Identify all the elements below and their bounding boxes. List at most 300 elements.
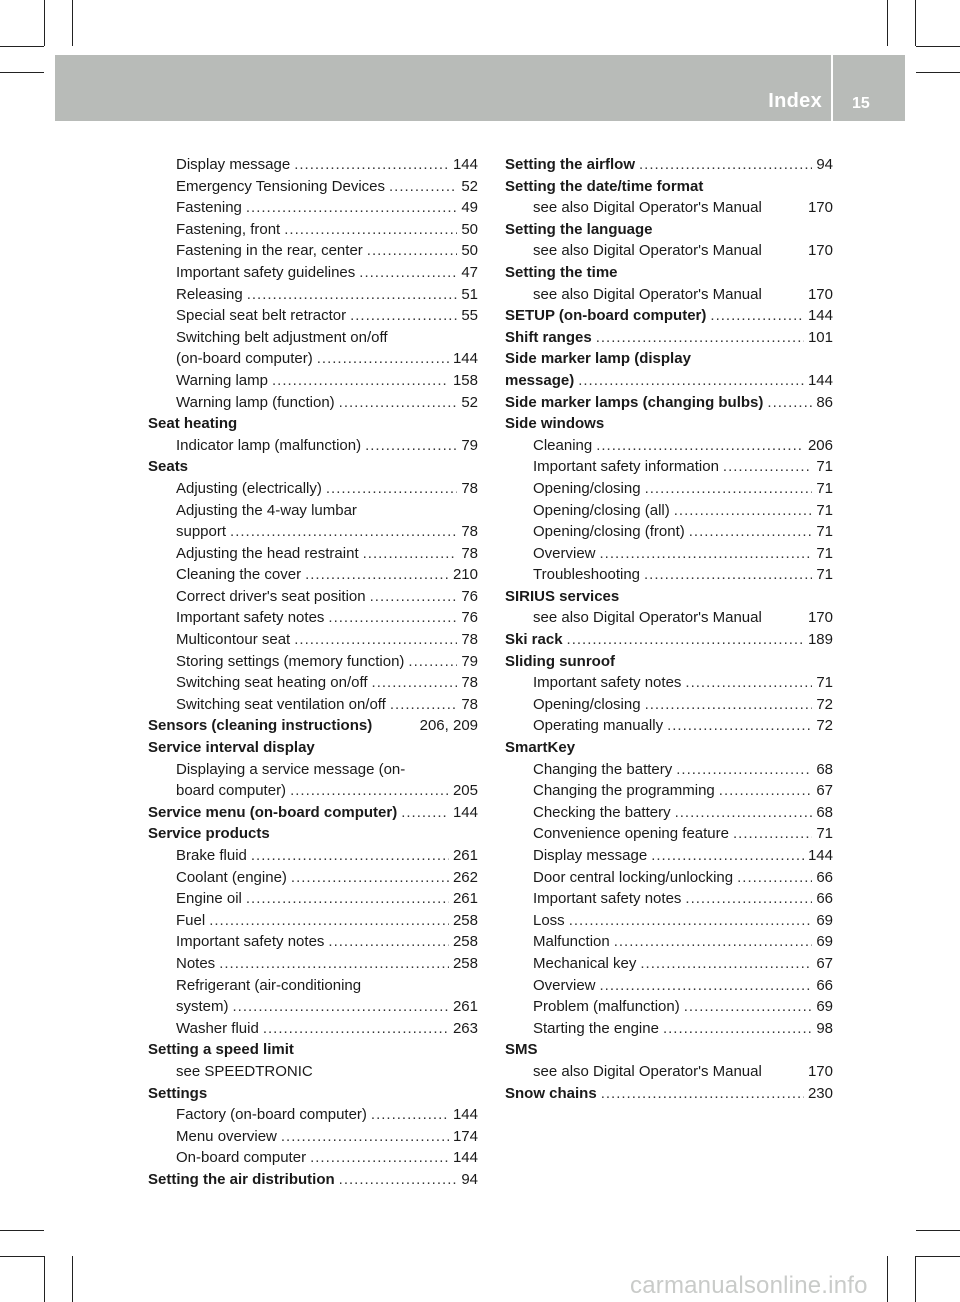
entry-label: Brake fluid bbox=[176, 847, 247, 864]
section-title: Index bbox=[768, 90, 822, 112]
index-subentry[interactable] bbox=[148, 262, 478, 284]
entry-label: Cleaning the cover bbox=[176, 566, 302, 584]
entry-page-ref[interactable]: 78 bbox=[461, 674, 478, 692]
dot-leader bbox=[359, 262, 457, 284]
entry-page-ref[interactable]: 261 bbox=[452, 890, 478, 908]
index-subentry[interactable] bbox=[505, 500, 833, 522]
entry-label: SIRIUS services bbox=[505, 587, 620, 605]
dot-leader bbox=[569, 910, 813, 932]
dot-leader bbox=[294, 154, 449, 176]
entry-label: Switching seat ventilation on/off bbox=[176, 695, 386, 713]
index-subentry[interactable] bbox=[148, 910, 478, 932]
entry-page-ref[interactable]: 71 bbox=[816, 479, 833, 497]
entry-label: Problem (malfunction) bbox=[533, 998, 680, 1016]
entry-label: Overview bbox=[533, 544, 596, 562]
entry-label: Setting a speed limit bbox=[148, 1041, 294, 1059]
entry-page-ref[interactable]: 230 bbox=[807, 1084, 833, 1102]
index-entry[interactable] bbox=[505, 392, 833, 414]
entry-page-ref[interactable]: 71 bbox=[816, 674, 833, 692]
entry-page-ref[interactable]: 68 bbox=[816, 803, 833, 821]
entry-label: Adjusting the 4-way lumbar bbox=[176, 501, 357, 519]
entry-page-ref[interactable]: 66 bbox=[816, 890, 833, 908]
index-entry bbox=[505, 348, 833, 370]
entry-label: Service products bbox=[148, 825, 270, 843]
dot-leader bbox=[246, 888, 449, 910]
entry-page-ref[interactable]: 262 bbox=[452, 868, 478, 886]
entry-page-ref[interactable]: 98 bbox=[816, 1019, 833, 1037]
dot-leader bbox=[685, 888, 812, 910]
entry-label: SmartKey bbox=[505, 739, 576, 757]
dot-leader bbox=[233, 996, 449, 1018]
entry-page-ref[interactable]: 50 bbox=[461, 220, 478, 238]
entry-label: SETUP (on-board computer) bbox=[505, 307, 707, 325]
index-subentry[interactable] bbox=[148, 154, 478, 176]
entry-page-ref[interactable]: 78 bbox=[461, 631, 478, 649]
dot-leader bbox=[246, 197, 457, 219]
index-entry bbox=[505, 586, 833, 608]
crop-mark bbox=[0, 1256, 44, 1257]
entry-page-ref[interactable]: 68 bbox=[816, 760, 833, 778]
dot-leader bbox=[209, 910, 449, 932]
entry-page-ref[interactable]: 51 bbox=[461, 285, 478, 303]
entry-page-ref[interactable]: 72 bbox=[816, 695, 833, 713]
entry-label: Menu overview bbox=[176, 1127, 277, 1145]
entry-label: Troubleshooting bbox=[533, 566, 641, 584]
entry-page-ref[interactable]: 210 bbox=[452, 566, 478, 584]
index-subentry[interactable] bbox=[148, 845, 478, 867]
entry-page-ref[interactable]: 258 bbox=[452, 911, 478, 929]
index-subentry[interactable] bbox=[505, 607, 833, 629]
index-subentry[interactable] bbox=[505, 1061, 833, 1083]
entry-page-ref[interactable]: 69 bbox=[816, 911, 833, 929]
index-subentry[interactable] bbox=[148, 240, 478, 262]
index-entry bbox=[505, 737, 833, 759]
index-subentry[interactable] bbox=[148, 607, 478, 629]
entry-page-ref[interactable]: 263 bbox=[452, 1019, 478, 1037]
crop-mark bbox=[915, 1256, 916, 1302]
index-subentry[interactable] bbox=[148, 1018, 478, 1040]
dot-leader bbox=[733, 823, 812, 845]
dot-leader bbox=[596, 327, 804, 349]
dot-leader bbox=[644, 564, 812, 586]
dot-leader bbox=[651, 845, 804, 867]
entry-label: see also Digital Operator's Manual bbox=[533, 242, 762, 260]
entry-label: (on-board computer) bbox=[176, 350, 313, 368]
dot-leader bbox=[600, 543, 813, 565]
index-subentry bbox=[148, 500, 478, 522]
entry-page-ref[interactable]: 144 bbox=[807, 847, 833, 864]
entry-page-ref[interactable]: 205 bbox=[452, 782, 478, 800]
index-subentry[interactable] bbox=[505, 867, 833, 889]
dot-leader bbox=[328, 931, 449, 953]
index-entry[interactable] bbox=[505, 305, 833, 327]
entry-page-ref[interactable]: 94 bbox=[816, 156, 833, 173]
index-subentry[interactable] bbox=[148, 284, 478, 306]
entry-page-ref[interactable]: 50 bbox=[461, 242, 478, 260]
dot-leader bbox=[339, 392, 458, 414]
entry-page-ref[interactable]: 101 bbox=[807, 328, 833, 346]
entry-page-ref[interactable]: 206, 209 bbox=[419, 717, 478, 735]
index-subentry[interactable] bbox=[148, 305, 478, 327]
entry-page-ref[interactable]: 66 bbox=[816, 868, 833, 886]
dot-leader bbox=[339, 1169, 458, 1191]
entry-label: Indicator lamp (malfunction) bbox=[176, 436, 362, 454]
entry-label: Fuel bbox=[176, 911, 206, 929]
index-subentry bbox=[148, 975, 478, 997]
index-subentry[interactable] bbox=[505, 910, 833, 932]
index-subentry[interactable] bbox=[148, 392, 478, 414]
index-subentry[interactable] bbox=[148, 564, 478, 586]
index-subentry[interactable] bbox=[505, 564, 833, 586]
index-subentry[interactable] bbox=[505, 996, 833, 1018]
index-subentry[interactable] bbox=[505, 543, 833, 565]
index-entry bbox=[148, 737, 478, 759]
index-subentry[interactable] bbox=[148, 629, 478, 651]
dot-leader bbox=[305, 564, 449, 586]
entry-label: Door central locking/unlocking bbox=[533, 868, 734, 886]
entry-label: Seats bbox=[148, 458, 189, 476]
entry-label: Setting the date/time format bbox=[505, 177, 704, 195]
dot-leader bbox=[310, 1147, 449, 1169]
index-entry[interactable] bbox=[148, 715, 478, 737]
dot-leader bbox=[719, 780, 813, 802]
index-entry bbox=[505, 413, 833, 435]
entry-label: Important safety notes bbox=[176, 609, 325, 627]
entry-label: Refrigerant (air-conditioning bbox=[176, 976, 362, 994]
index-subentry[interactable] bbox=[148, 780, 478, 802]
entry-page-ref[interactable]: 170 bbox=[807, 285, 833, 303]
dot-leader bbox=[372, 672, 458, 694]
entry-label: Checking the battery bbox=[533, 803, 671, 821]
index-subentry[interactable] bbox=[505, 672, 833, 694]
index-subentry[interactable] bbox=[148, 521, 478, 543]
entry-label: Important safety information bbox=[533, 458, 719, 476]
index-subentry[interactable] bbox=[505, 780, 833, 802]
index-entry bbox=[148, 413, 478, 435]
index-subentry[interactable] bbox=[148, 586, 478, 608]
dot-leader bbox=[370, 586, 458, 608]
crop-mark bbox=[0, 46, 44, 47]
dot-leader bbox=[567, 629, 804, 651]
index-entry[interactable] bbox=[505, 154, 833, 176]
entry-page-ref[interactable]: 144 bbox=[452, 350, 478, 368]
dot-leader bbox=[737, 867, 812, 889]
entry-page-ref[interactable]: 144 bbox=[807, 371, 833, 389]
entry-label: Opening/closing (all) bbox=[533, 501, 670, 519]
index-entry bbox=[505, 262, 833, 284]
index-subentry[interactable] bbox=[505, 759, 833, 781]
dot-leader bbox=[272, 370, 449, 392]
header-divider bbox=[831, 55, 833, 121]
index-subentry[interactable] bbox=[148, 953, 478, 975]
entry-label: system) bbox=[176, 998, 229, 1016]
index-subentry[interactable] bbox=[148, 694, 478, 716]
entry-page-ref[interactable]: 71 bbox=[816, 825, 833, 843]
index-subentry[interactable] bbox=[148, 176, 478, 198]
entry-label: Opening/closing (front) bbox=[533, 523, 685, 541]
entry-page-ref[interactable]: 170 bbox=[807, 242, 833, 260]
index-subentry[interactable] bbox=[148, 888, 478, 910]
dot-leader bbox=[663, 1018, 812, 1040]
entry-label: Service menu (on-board computer) bbox=[148, 803, 398, 821]
index-subentry[interactable] bbox=[148, 1126, 478, 1148]
entry-page-ref[interactable]: 258 bbox=[452, 954, 478, 972]
entry-label: Display message bbox=[533, 847, 648, 864]
entry-label: Loss bbox=[533, 911, 565, 929]
dot-leader bbox=[600, 975, 813, 997]
entry-page-ref[interactable]: 78 bbox=[461, 523, 478, 541]
index-subentry[interactable] bbox=[505, 845, 833, 867]
index-subentry[interactable] bbox=[148, 1104, 478, 1126]
entry-page-ref[interactable]: 55 bbox=[461, 307, 478, 325]
dot-leader bbox=[251, 845, 449, 867]
entry-label: Displaying a service message (on- bbox=[176, 760, 406, 778]
crop-mark bbox=[916, 72, 960, 73]
index-subentry[interactable] bbox=[148, 219, 478, 241]
dot-leader bbox=[601, 1083, 804, 1105]
index-subentry[interactable] bbox=[148, 370, 478, 392]
entry-label: Special seat belt retractor bbox=[176, 307, 347, 325]
dot-leader bbox=[389, 176, 457, 198]
index-subentry[interactable] bbox=[148, 543, 478, 565]
entry-page-ref[interactable]: 71 bbox=[816, 458, 833, 476]
dot-leader bbox=[578, 370, 804, 392]
entry-label: Mechanical key bbox=[533, 954, 637, 972]
index-subentry[interactable] bbox=[505, 478, 833, 500]
entry-label: Side marker lamp (display bbox=[505, 350, 691, 368]
entry-label: Adjusting (electrically) bbox=[176, 479, 322, 497]
entry-label: On-board computer bbox=[176, 1149, 307, 1167]
index-subentry[interactable] bbox=[505, 694, 833, 716]
entry-page-ref[interactable]: 79 bbox=[461, 436, 478, 454]
index-subentry bbox=[148, 1061, 478, 1083]
crop-mark bbox=[887, 1256, 888, 1302]
entry-page-ref[interactable]: 170 bbox=[807, 609, 833, 627]
entry-page-ref[interactable]: 71 bbox=[816, 544, 833, 562]
entry-label: Washer fluid bbox=[176, 1019, 259, 1037]
crop-mark bbox=[44, 0, 45, 46]
entry-page-ref[interactable]: 52 bbox=[461, 393, 478, 411]
index-subentry[interactable] bbox=[148, 996, 478, 1018]
entry-page-ref[interactable]: 69 bbox=[816, 933, 833, 951]
index-subentry bbox=[148, 327, 478, 349]
index-column-left bbox=[148, 154, 478, 1191]
dot-leader bbox=[367, 240, 458, 262]
entry-label: Service interval display bbox=[148, 739, 315, 757]
dot-leader bbox=[371, 1104, 449, 1126]
entry-page-ref[interactable]: 76 bbox=[461, 609, 478, 627]
entry-page-ref[interactable]: 258 bbox=[452, 933, 478, 951]
entry-label: Engine oil bbox=[176, 890, 242, 908]
entry-label: Snow chains bbox=[505, 1084, 597, 1102]
entry-page-ref[interactable]: 66 bbox=[816, 976, 833, 994]
entry-page-ref[interactable]: 47 bbox=[461, 263, 478, 281]
entry-label: Sliding sunroof bbox=[505, 652, 615, 670]
entry-page-ref[interactable]: 78 bbox=[461, 544, 478, 562]
index-entry bbox=[505, 651, 833, 673]
crop-mark bbox=[72, 1256, 73, 1302]
crop-mark bbox=[915, 0, 916, 46]
index-subentry[interactable] bbox=[505, 1018, 833, 1040]
entry-page-ref[interactable]: 144 bbox=[452, 803, 478, 821]
dot-leader bbox=[639, 154, 812, 176]
crop-mark bbox=[72, 0, 73, 46]
dot-leader bbox=[263, 1018, 449, 1040]
entry-label: Seat heating bbox=[148, 415, 238, 433]
entry-label: Warning lamp bbox=[176, 371, 268, 389]
entry-page-ref[interactable]: 174 bbox=[452, 1127, 478, 1145]
entry-page-ref[interactable]: 79 bbox=[461, 652, 478, 670]
index-subentry[interactable] bbox=[148, 931, 478, 953]
entry-label: Setting the airflow bbox=[505, 156, 636, 173]
entry-label: Important safety guidelines bbox=[176, 263, 356, 281]
entry-label: Switching seat heating on/off bbox=[176, 674, 368, 692]
entry-page-ref[interactable]: 144 bbox=[452, 156, 478, 173]
index-subentry bbox=[148, 759, 478, 781]
entry-label: Notes bbox=[176, 954, 216, 972]
entry-label: Important safety notes bbox=[533, 890, 682, 908]
entry-label: SMS bbox=[505, 1041, 538, 1059]
entry-label: Storing settings (memory function) bbox=[176, 652, 405, 670]
dot-leader bbox=[326, 478, 457, 500]
entry-page-ref[interactable]: 78 bbox=[461, 479, 478, 497]
entry-label: Releasing bbox=[176, 285, 243, 303]
index-subentry[interactable] bbox=[148, 478, 478, 500]
entry-label: Display message bbox=[176, 156, 291, 173]
crop-mark bbox=[0, 72, 44, 73]
entry-label: see SPEEDTRONIC bbox=[176, 1062, 313, 1080]
index-subentry[interactable] bbox=[505, 888, 833, 910]
entry-page-ref[interactable]: 170 bbox=[807, 1062, 833, 1080]
entry-label: Opening/closing bbox=[533, 479, 641, 497]
index-subentry[interactable] bbox=[148, 651, 478, 673]
crop-mark bbox=[887, 0, 888, 46]
entry-page-ref[interactable]: 71 bbox=[816, 566, 833, 584]
index-entry[interactable] bbox=[505, 629, 833, 651]
dot-leader bbox=[685, 672, 812, 694]
index-subentry[interactable] bbox=[505, 197, 833, 219]
crop-mark bbox=[916, 46, 960, 47]
index-subentry[interactable] bbox=[148, 1147, 478, 1169]
index-subentry[interactable] bbox=[505, 240, 833, 262]
index-subentry[interactable] bbox=[505, 435, 833, 457]
entry-page-ref[interactable]: 144 bbox=[807, 307, 833, 325]
index-column-right bbox=[505, 154, 833, 1104]
index-subentry[interactable] bbox=[505, 931, 833, 953]
entry-page-ref[interactable]: 72 bbox=[816, 717, 833, 735]
dot-leader bbox=[689, 521, 813, 543]
crop-mark bbox=[916, 1256, 960, 1257]
entry-label: Opening/closing bbox=[533, 695, 641, 713]
dot-leader bbox=[219, 953, 449, 975]
index-subentry[interactable] bbox=[148, 672, 478, 694]
index-entry bbox=[148, 1083, 478, 1105]
index-subentry[interactable] bbox=[148, 197, 478, 219]
index-entry bbox=[505, 176, 833, 198]
index-entry[interactable] bbox=[505, 327, 833, 349]
entry-page-ref[interactable]: 189 bbox=[807, 631, 833, 649]
entry-label: board computer) bbox=[176, 782, 287, 800]
dot-leader bbox=[281, 1126, 449, 1148]
entry-label: Convenience opening feature bbox=[533, 825, 729, 843]
dot-leader bbox=[365, 435, 457, 457]
entry-label: Fastening, front bbox=[176, 220, 281, 238]
entry-page-ref[interactable]: 69 bbox=[816, 998, 833, 1016]
entry-label: Setting the time bbox=[505, 263, 618, 281]
index-subentry[interactable] bbox=[148, 867, 478, 889]
entry-page-ref[interactable]: 144 bbox=[452, 1149, 478, 1167]
entry-label: Coolant (engine) bbox=[176, 868, 287, 886]
entry-page-ref[interactable]: 52 bbox=[461, 177, 478, 195]
index-entry[interactable] bbox=[148, 802, 478, 824]
index-subentry[interactable] bbox=[505, 802, 833, 824]
entry-page-ref[interactable]: 49 bbox=[461, 199, 478, 217]
entry-page-ref[interactable]: 170 bbox=[807, 199, 833, 217]
entry-page-ref[interactable]: 78 bbox=[461, 695, 478, 713]
entry-label: Emergency Tensioning Devices bbox=[176, 177, 385, 195]
entry-page-ref[interactable]: 71 bbox=[816, 523, 833, 541]
watermark: carmanualsonline.info bbox=[630, 1272, 868, 1299]
entry-page-ref[interactable]: 76 bbox=[461, 587, 478, 605]
entry-label: Sensors (cleaning instructions) bbox=[148, 717, 373, 735]
entry-page-ref[interactable]: 158 bbox=[452, 371, 478, 389]
entry-page-ref[interactable]: 94 bbox=[461, 1170, 478, 1188]
entry-label: Overview bbox=[533, 976, 596, 994]
dot-leader bbox=[390, 694, 457, 716]
entry-page-ref[interactable]: 67 bbox=[816, 782, 833, 800]
entry-label: Changing the battery bbox=[533, 760, 673, 778]
entry-label: Warning lamp (function) bbox=[176, 393, 335, 411]
dot-leader bbox=[230, 521, 457, 543]
entry-label: Setting the language bbox=[505, 220, 653, 238]
entry-label: see also Digital Operator's Manual bbox=[533, 199, 762, 217]
entry-page-ref[interactable]: 67 bbox=[816, 954, 833, 972]
index-subentry[interactable] bbox=[148, 435, 478, 457]
entry-page-ref[interactable]: 261 bbox=[452, 847, 478, 864]
entry-label: Operating manually bbox=[533, 717, 664, 735]
entry-page-ref[interactable]: 261 bbox=[452, 998, 478, 1016]
entry-label: Malfunction bbox=[533, 933, 610, 951]
index-entry[interactable] bbox=[505, 1083, 833, 1105]
entry-page-ref[interactable]: 71 bbox=[816, 501, 833, 519]
entry-label: support bbox=[176, 523, 227, 541]
dot-leader bbox=[684, 996, 813, 1018]
dot-leader bbox=[645, 478, 813, 500]
index-subentry[interactable] bbox=[148, 348, 478, 370]
index-subentry[interactable] bbox=[505, 953, 833, 975]
index-entry[interactable] bbox=[148, 1169, 478, 1191]
entry-page-ref[interactable]: 144 bbox=[452, 1106, 478, 1124]
entry-page-ref[interactable]: 206 bbox=[807, 436, 833, 454]
index-subentry[interactable] bbox=[505, 715, 833, 737]
entry-label: Ski rack bbox=[505, 631, 563, 649]
index-subentry[interactable] bbox=[505, 975, 833, 997]
entry-label: Settings bbox=[148, 1084, 208, 1102]
index-subentry[interactable] bbox=[505, 284, 833, 306]
index-subentry[interactable] bbox=[505, 456, 833, 478]
entry-label: Cleaning bbox=[533, 436, 593, 454]
dot-leader bbox=[723, 456, 812, 478]
entry-page-ref[interactable]: 86 bbox=[816, 393, 833, 411]
index-subentry[interactable] bbox=[505, 823, 833, 845]
dot-leader bbox=[247, 284, 458, 306]
index-subentry[interactable] bbox=[505, 521, 833, 543]
entry-label: Side marker lamps (changing bulbs) bbox=[505, 393, 764, 411]
dot-leader bbox=[667, 715, 812, 737]
entry-label: Fastening bbox=[176, 199, 242, 217]
index-entry[interactable] bbox=[505, 370, 833, 392]
index-entry bbox=[148, 1039, 478, 1061]
